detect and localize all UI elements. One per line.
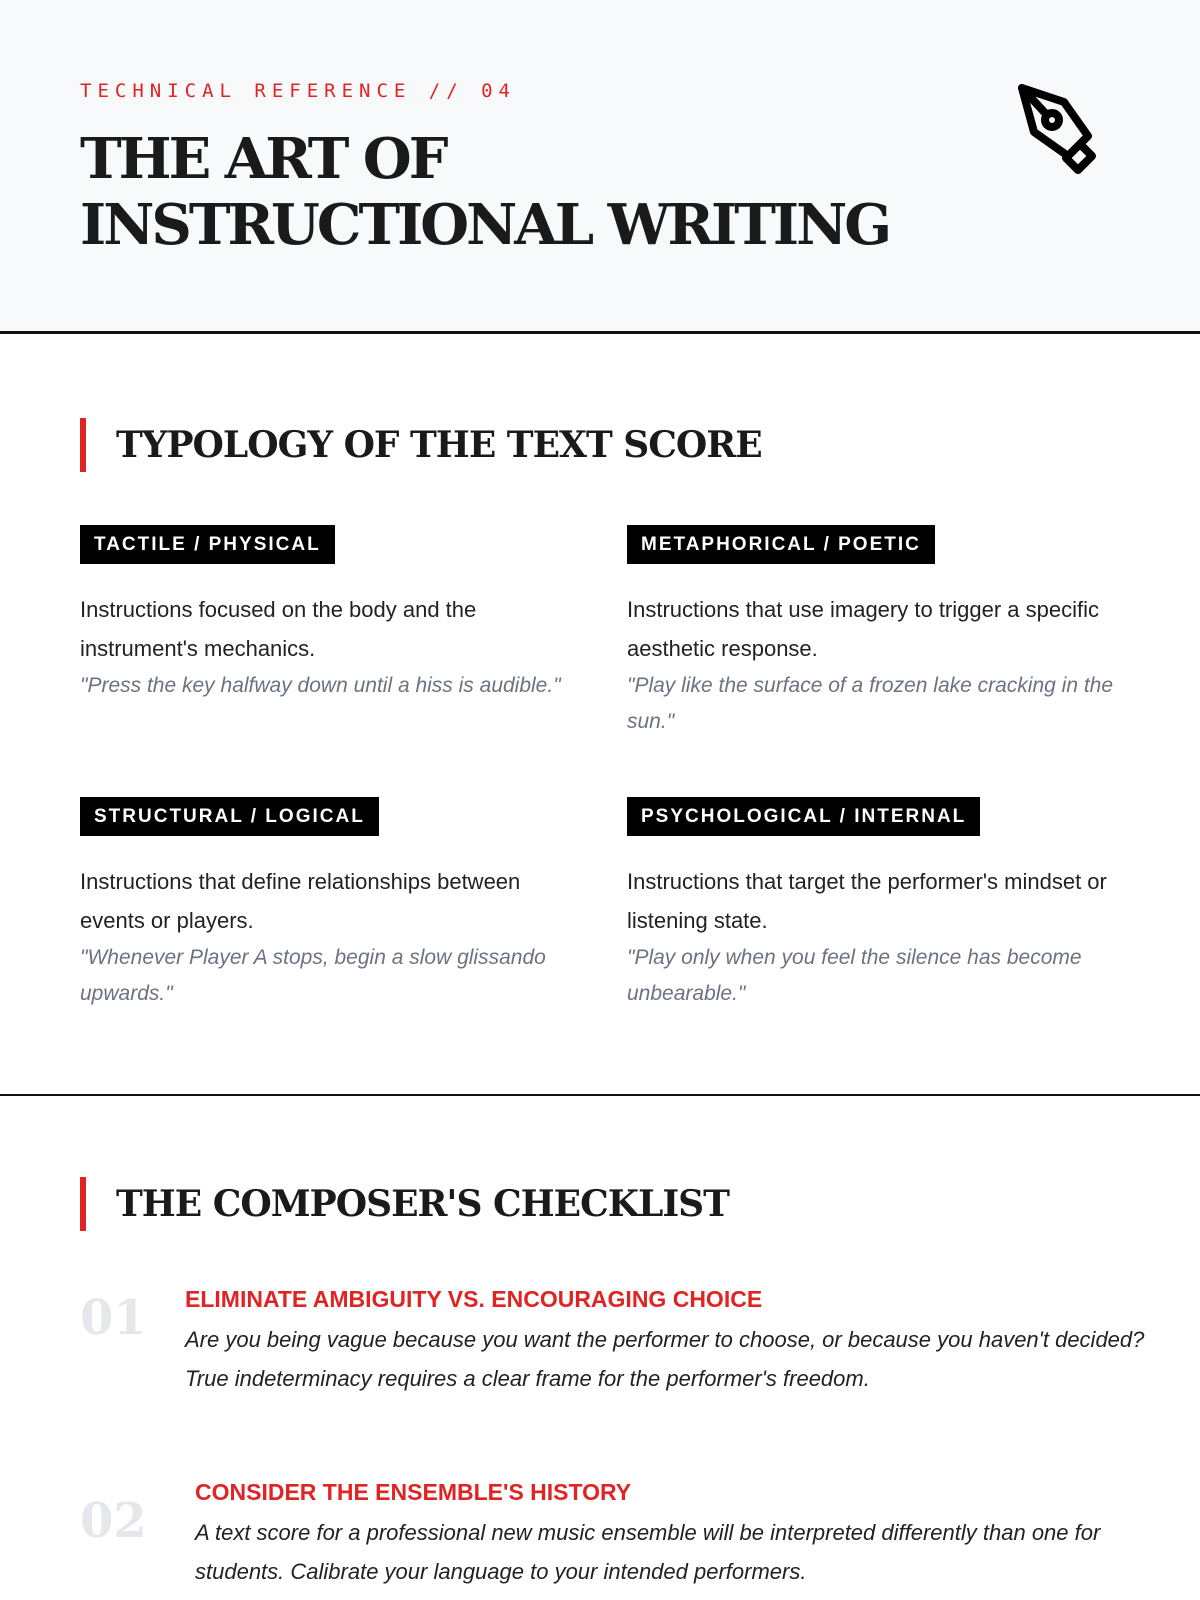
reference-kicker: TECHNICAL REFERENCE // 04 [80, 80, 516, 102]
type-description: Instructions that use imagery to trigger a specific aesthetic response. [627, 597, 1099, 661]
checklist-body [185, 1284, 1175, 1398]
typology-heading: TYPOLOGY OF THE TEXT SCORE [80, 418, 762, 472]
checklist-text: Are you being vague because you want the performer to choose, or because you haven't decided? True indeterminacy requires a clear frame for the performer's freedom. [185, 1327, 1145, 1391]
type-card-psychological [627, 797, 1127, 1012]
checklist-title: ELIMINATE AMBIGUITY VS. ENCOURAGING CHOICE [185, 1286, 763, 1312]
title-line-2: INSTRUCTIONAL WRITING [80, 192, 890, 258]
type-tag: STRUCTURAL / LOGICAL [80, 797, 379, 836]
type-tag: TACTILE / PHYSICAL [80, 525, 335, 564]
type-card-structural [80, 797, 580, 1012]
type-description: Instructions that define relationships between events or players. [80, 869, 521, 933]
type-tag: PSYCHOLOGICAL / INTERNAL [627, 797, 980, 836]
type-example-quote: "Play only when you feel the silence has become unbearable." [627, 946, 1082, 1005]
type-tag: METAPHORICAL / POETIC [627, 525, 935, 564]
checklist-body [195, 1477, 1180, 1591]
checklist-text: A text score for a professional new music ensemble will be interpreted differently than one for students. Calibrate your language to your intended performers. [195, 1520, 1101, 1584]
checklist-number: 01 [80, 1290, 147, 1346]
type-description: Instructions that target the performer's mindset or listening state. [627, 869, 1107, 933]
page-header [0, 0, 1200, 334]
page-title [80, 126, 889, 258]
type-card-tactile [80, 525, 580, 704]
type-example-quote: "Play like the surface of a frozen lake cracking in the sun." [627, 674, 1114, 733]
checklist-title: CONSIDER THE ENSEMBLE'S HISTORY [195, 1479, 632, 1505]
type-example-quote: "Whenever Player A stops, begin a slow glissando upwards." [80, 946, 546, 1005]
type-example-quote: "Press the key halfway down until a hiss is audible." [80, 674, 561, 697]
type-description: Instructions focused on the body and the instrument's mechanics. [80, 597, 477, 661]
section-divider [0, 1094, 1200, 1096]
pen-nib-icon [1010, 78, 1120, 188]
type-card-metaphorical [627, 525, 1127, 740]
checklist-heading: THE COMPOSER'S CHECKLIST [80, 1177, 729, 1231]
checklist-number: 02 [80, 1493, 147, 1549]
title-line-1: THE ART OF [80, 126, 446, 192]
